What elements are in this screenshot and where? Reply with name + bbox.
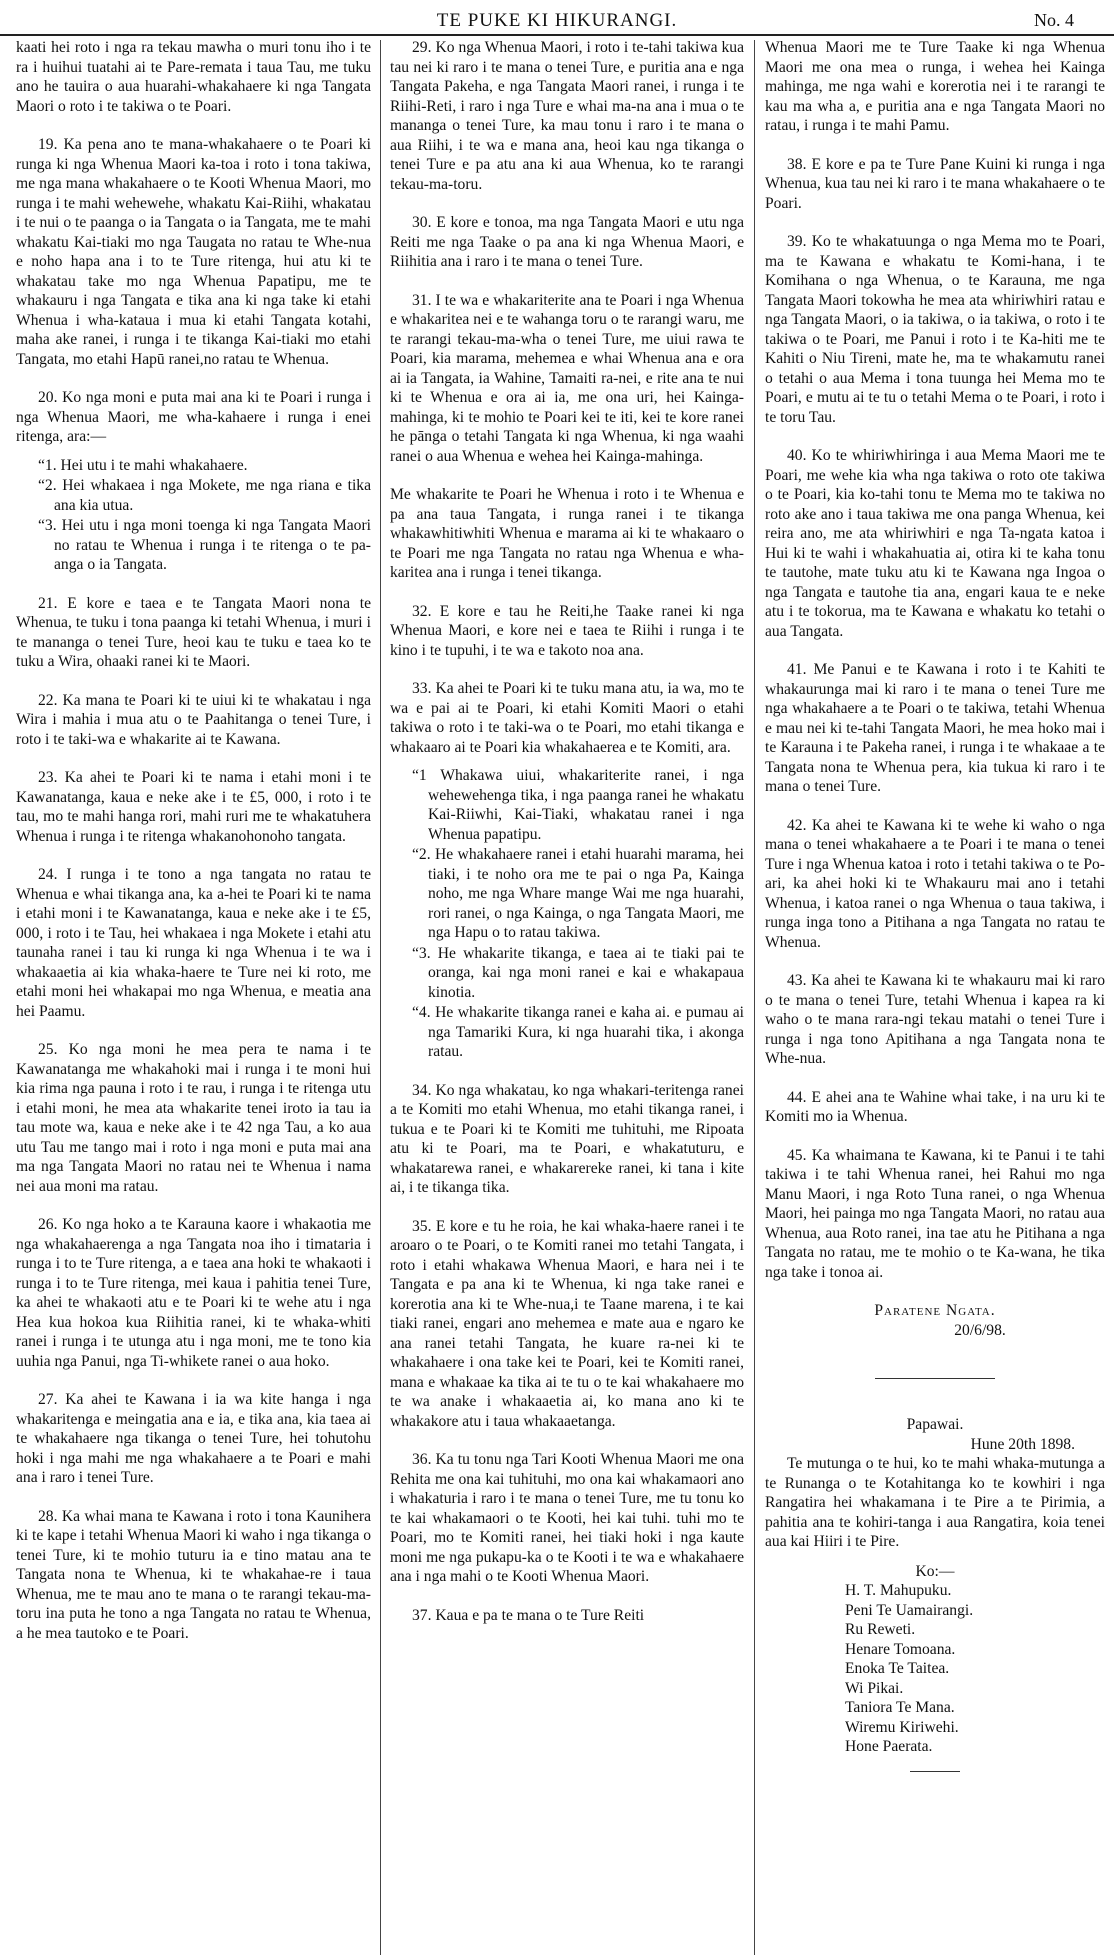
section-divider [875, 1378, 995, 1379]
notice-place: Papawai. [906, 1416, 964, 1433]
sub-clause: “2. Hei whakaea i nga Mokete, me nga riana e tika ana kia utua. [38, 477, 371, 514]
notice-date: Hune 20th 1898. [970, 1435, 1075, 1453]
sub-clause: “3. He whakarite tikanga, e taea ai te tiaki pai te oranga, kai nga moni ranei e kai e whakapaua kinotia. [412, 944, 744, 1001]
clause-paragraph: 43. Ka ahei te Kawana ki te whakauru mai ki raro o te mana o tenei Ture, tetahi Whenua i kapea ra ki waho o te mana rara-ngi tekau matahi o tenei Ture i runga i nga tono Apitihana a nga Tangata nona te Whe-nua. [765, 972, 1105, 1067]
clause-paragraph: 28. Ka whai mana te Kawana i roto i tona Kaunihera ki te kape i tetahi Whenua Maori ki waho i nga tikanga o tenei Ture, ki te mohio tuturu ia e tino matau ana te Tangata nona te Whenua, ki te whakahae-re i taua Whenua, me te mau ano te mana o te rarangi tekau-ma-toru ina puta he tono a nga Tangata no ratau te Whenua, a he mea tautoko e te Poari. [16, 1507, 371, 1642]
sub-clause: “1. Hei utu i te mahi whakahaere. [38, 456, 248, 474]
clause-paragraph: 23. Ka ahei te Poari ki te nama i etahi moni i te Kawanatanga, kaua e neke ake i te £5, 000, i roto i te tau, mo te mahi hanga rori, mahi ruri me te whakatuhera Whenua i runga i te ritenga whakanohonoho tangata. [16, 769, 371, 845]
signature-name: Paratene Ngata. [874, 1302, 996, 1319]
clause-paragraph: 29. Ko nga Whenua Maori, i roto i te-tahi takiwa kua tau nei ki raro i te mana o tenei Ture, e puritia ana e nga Tangata Pakeha, e nga Tangata Maori ranei, i runga i te Riihi-Reti, i raro i nga Ture e whai ma-na ana i mua o te mananga o tenei Ture, ka mau tonu i raro i te mana o aua Riihi, i te wa e mana ana, heoi kau nga tikanga o tenei Ture e pa atu ana ki aua Whenua, ko te rarangi tekau-ma-toru. [390, 39, 744, 193]
clause-paragraph: 44. E ahei ana te Wahine whai take, i na uru ki te Komiti mo ia Whenua. [765, 1088, 1105, 1125]
signatory-list [845, 1581, 1105, 1757]
clause-paragraph: 19. Ka pena ano te mana-whakahaere o te Poari ki runga ki nga Whenua Maori ka-toa i roto i tona takiwa, me nga mana whakahaere o te Kooti Whenua Maori, mo runga i te mahi wehewehe, whakatu Kai-Riihi, whakatau i te nui o te paanga o ia Tangata o ia Tangata, me te mahi whakatu Kai-tiaki mo nga Taugata no ratau te Whe-nua e noho hapa ana i to te Ture ritenga, hui atu ki te whakatau take mo nga Whenua Papatipu, me te whakauru i nga Tangata e tika ana ki nga take ki etahi Whenua i wha-katauа i mua ki etahi Tangata kotahi, maha ake ranei, i runga i te tikanga Kai-tiaki mo etahi Tangata, mo etahi Hapū ranei,no ratau te Whenua. [16, 136, 371, 368]
notice [765, 1415, 1105, 1772]
signatory-name: Ru Reweti. [845, 1621, 916, 1638]
clause-paragraph: 33. Ka ahei te Poari ki te tuku mana atu, ia wa, mo te wa e pai ai te Poari, ki etahi Komiti Maori o etahi takiwa o roto i te taki-wa o te Poari, mo etahi tikanga e whakaaro ai te Poari kia whakahaerea e te Komiti, ara. [390, 680, 744, 756]
notice-ko-label: Ko:— [915, 1562, 955, 1580]
issue-number: No. 4 [1034, 10, 1074, 30]
clause-paragraph: 31. I te wa e whakariterite ana te Poari i nga Whenua e whakaritea nei e te wahanga toru o te rarangi waru, me te rarangi tekau-ma-wha o tenei Ture, me uiui rawa te Poari, kia marama, mehemea e whai Whenua ana e ora ai ia Tangata, ia Wahine, Tamaiti ra-nei, e rite ana te nui ki te Whenua e ora ai ia, me ona uri, hei Kainga-mahinga, ki te mohio te Poari kei te iti, kei te kore ranei he pānga o tetahi Tangata ki nga Whenua, ki nga waahi ranei o aua Whenua e wehea hei Kainga-mahinga. [390, 291, 744, 465]
signature-block [765, 1301, 1105, 1340]
sub-clause-list [412, 766, 744, 1062]
signatory-name: Hone Paerata. [845, 1738, 933, 1755]
signatory-name: Enoka Te Taitea. [845, 1660, 950, 1677]
clause-paragraph: 34. Ko nga whakatau, ko nga whakari-teritenga ranei a te Komiti mo etahi Whenua, mo etahi tikanga ranei, i tukua e te Poari ki te Komiti me tuhituhi, me Ripoata atu ki te Poari, ma te Poari, e whakatuturu, e whakatarewa ranei, e whakarereke ranei, ki tana i kite ai, i te tikanga tika. [390, 1081, 744, 1196]
clause-paragraph: 30. E kore e tonoa, ma nga Tangata Maori e utu nga Reiti me nga Taake o pa ana ki nga Whenua Maori, e Riihitia ana i raro i te mana o tenei Ture. [390, 214, 744, 270]
signatory-name: Taniora Te Mana. [845, 1699, 955, 1716]
column-3 [765, 38, 1105, 1956]
clause-paragraph: 35. E kore e tu he roia, he kai whaka-haere ranei i te aroaro o te Poari, o te Komiti ranei mo tetahi Tangata, i roto i etahi whakawa Whenua Maori, e hara nei i te Tangata e pa ana ki te Whenua, ki nga take ranei e korerotia ana ki te Whe-nua,i te Taane marena, i te kai tiaki ranei, engari ano mehemea e mate aua e ngaro ke ana ranei tetahi Tangata, he kuare ra-nei ki te whakahaere i ona take kei te Poari, kei te Komiti ranei, mana e whakaae ka tika ai te tu o te kai whakahaere mo te wa anake i whakaaetia ai, ko mana ano ki te whakakore atu i taua whakaaetanga. [390, 1217, 744, 1430]
notice-body: Te mutunga o te hui, ko te mahi whaka-mutunga a te Runanga o te Kotahitanga ko te kowhiri i nga Rangatira hei whakamana i te Pire a te Pirimia, a pahitia ana te kohiri-tanga i aua Rangatira, koia tenei aua kai Hiiri i te Pire. [765, 1455, 1105, 1550]
clause-paragraph: 26. Ko nga hoko a te Karauna kaore i whakaotia me nga whakahaerenga a nga Tangata noa iho i timataria i runga i to te Ture ritenga, a e taea ana hoki te whakaoti i runga i to te Ture ritenga, mei kaua i pahitia tenei Ture, ka ahei te whakaoti atu e te Poari ki te wehe atu i nga Hea kua hokoa kua Riihitia ranei, ki te whaka-whiti ranei i runga i te utunga atu i nga moni, me te tono kia uuhia nga Panui, nga Ti-whikete ranei o aua hoko. [16, 1216, 371, 1370]
signatory-name: Henare Tomoana. [845, 1640, 956, 1658]
sub-clause-list [38, 456, 371, 575]
clause-paragraph: 38. E kore e pa te Ture Pane Kuini ki runga i nga Whenua, kua tau nei ki raro i te mana whakahaere o te Poari. [765, 155, 1105, 212]
column-2 [390, 38, 744, 1956]
clause-paragraph: 25. Ko nga moni he mea pera te nama i te Kawanatanga me whakahoki mai i runga i te moni hui kia rima nga pauna i roto i te rau, i runga i te ritenga utu i etahi moni, he mea ata whakarite tenei iroto ia tau ia tau mote wa, kaua e neke ake i te 42 nga Tau, a ko aua utu Tau me tango mai i roto i nga moni e puta mai ana ma nga Tangata Maori no ratau nei te Whenua i nama nei aua moni ma ratau. [16, 1041, 371, 1195]
column-3-clauses [765, 38, 1105, 1282]
clause-paragraph: 21. E kore e taea e te Tangata Maori nona te Whenua, te tuku i tona paanga ki tetahi Whenua, i muri i te mananga o tenei Ture, heoi kau te tuku e taea ko te tuku a Wira, ohaaki ranei ki te Maori. [16, 594, 371, 670]
signatory-name: Peni Te Uamairangi. [845, 1601, 974, 1619]
clause-paragraph: 20. Ko nga moni e puta mai ana ki te Poari i runga i nga Whenua Maori, me wha-kahaere i runga i enei ritenga, ara:— [16, 389, 371, 445]
column-1 [16, 38, 371, 1956]
page-header [0, 0, 1114, 36]
sub-clause: “3. Hei utu i nga moni toenga ki nga Tangata Maori no ratau te Whenua i runga i te ritenga o te pa-anga o ia Tangata. [38, 517, 371, 573]
clause-paragraph: 24. I runga i te tono a nga tangata no ratau te Whenua e whai tikanga ana, ka a-hei te Poari ki te nama i etahi moni i te Kawanatanga, kaua e neke ake i te £5, 000, i roto i te Tau, hei whakaea i nga Mokete i etahi atu taunaha ranei i tau ki runga ki nga Whenua i te wa i whakaaetia ai kia whaka-haere te Ture nei ki roto, me etahi moni hei whakapai mo nga Whenua, e meatia ana hei Paamu. [16, 866, 371, 1020]
newspaper-title: TE PUKE KI HIKURANGI. [436, 10, 678, 31]
sub-clause: “4. He whakarite tikanga ranei e kaha ai. e pumau ai nga Tamariki Kura, ki nga huarahi tika, i akonga ratau. [412, 1004, 744, 1060]
clause-paragraph: 42. Ka ahei te Kawana ki te wehe ki waho o nga mana o tenei whakahaere a te Poari i te mana o tenei Ture i nga Whenua katoa i roto i tetahi takiwa o te Po-ari, ka ahei hoki ki te Whakauru mai ano i tetahi Whenua, i katoa ranei o nga Whenua o taua takiwa, i runga inga tono a Pitihana a nga Tangata no ratau te Whenua. [765, 816, 1105, 951]
clause-paragraph: 45. Ka whaimana te Kawana, ki te Panui i te tahi takiwa i te tahi Whenua ranei, hei Rahui mo nga Manu Maori, i nga Roto Tuna ranei, o nga Whenua Maori, hei painga mo nga Tangata Maori, no ratau aua Whenua, aua Roto ranei, ina tae atu he Pitihana a nga Tangata no ratau, me te mohio o te Ka-wana, he tika nga take i tonoa ai. [765, 1146, 1105, 1281]
signature-date: 20/6/98. [954, 1321, 1006, 1339]
clause-paragraph: 40. Ko te whiriwhiringa i aua Mema Maori me te Poari, me wehe kia wha nga takiwa o roto ote takiwa o te Poari, kia ko-tahi tonu te Mema mo te takiwa no roto ake ano i taua takiwa me ona panga Whenua, kei reira ano, me ata whiriwhiri e nga Ta-ngata katoa i Hui ki te wahi i whakahuatia ai, otira ki te kaha tonu te tautohe, mate tuku atu ki te Kawana nga Ingoa o nga Tangata e tautohe tia ana, engari kaua te e neke atu i te tokorua, ma te Kawana e whakatu ko tetahi o aua Tangata. [765, 447, 1105, 640]
clause-paragraph: 37. Kaua e pa te mana o te Ture Reiti [412, 1606, 645, 1624]
column-rule [754, 40, 755, 1955]
clause-paragraph: 32. E kore e tau he Reiti,he Taake ranei ki nga Whenua Maori, e kore nei e taea te Riihi i runga i te kino i te tupuhi, i te wa e takoto noa ana. [390, 602, 744, 659]
signatory-name: H. T. Mahupuku. [845, 1582, 952, 1599]
clause-paragraph: 41. Me Panui e te Kawana i roto i te Kahiti te whakaurunga mai ki raro i te mana o tenei Ture me nga whakahaere a te Poari o te takiwa, tetahi Whenua e mau nei ki te-tahi Tangata Maori, he mea hoko mai i te Karauna i te Pakeha ranei, i runga i te whakaae a te Tangata nona te Whenua pera, kia tukua ki raro i te mana o tenei Ture. [765, 661, 1105, 795]
clause-paragraph: 39. Ko te whakatuunga o nga Mema mo te Poari, ma te Kawana e whakatu te Komi-hana, i te Komihana o nga Whenua, o te Karauna, me nga Tangata Maori tokowha he mea ata whiriwhiri ratau e nga Tangata Maori, o ia takiwa, o ia takiwa, o roto i te takiwa o te Poari, me Panui i roto i te Ka-hiti me te Kahiti o Niu Tireni, mate he, ma te whakamutu ranei o tetahi o aua Mema i tona tuunga hei Mema mo te Poari, e mutu ai te tu o tetahi Mema o te Poari, i roto i te toru Tau. [765, 233, 1105, 426]
column-rule [380, 40, 381, 1955]
signatory-name: Wiremu Kiriwehi. [845, 1718, 959, 1736]
continued-paragraph: kaati hei roto i nga ra tekau mawha o muri tonu iho i te ra i huihui tuatahi ai te Pare-remata i taua Tau, me tuku ano he tauira o aua huarahi-whakahaere ki nga Tangata Maori o roto i te takiwa o te Poari. [16, 39, 371, 115]
clause-paragraph: 36. Ka tu tonu nga Tari Kooti Whenua Maori me ona Rehita me ona kai tuhituhi, mo ona kai whakamaori ano i whakaturia i raro i te mana o tenei Ture, me tu tonu ko te kai whakamaori o te Kooti, hei kai tuhi. tuhi mo te Poari, mo te Komiti ranei, hei tiaki hoki i nga kaute moni me nga pukapu-ka o te Kooti i te wa e whakahaere ana i nga mahi o te Kooti Whenua Maori. [390, 1451, 744, 1585]
sub-clause: “2. He whakahaere ranei i etahi huarahi marama, hei tiaki, i te noho ora me te pai o nga Pa, Kainga noho, me nga Whare mange Wai me nga huarahi, rori ranei, o nga Kainga, o nga Tangata Maori, me nga Hapu o to ratau takiwa. [412, 846, 744, 941]
continued-paragraph: Whenua Maori me te Ture Taake ki nga Whenua Maori me ona mea o runga, i wehea hei Kainga mahinga, me nga wahi e korerotia nei i te rarangi te kau ma wha a, e puritia ana e nga Tangata Maori no ratau, i runga i te mahi Pamu. [765, 39, 1105, 134]
clause-paragraph: 22. Ka mana te Poari ki te uiui ki te whakatau i nga Wira i mahia i mua atu o te Paahitanga o tenei Ture, i roto i te taki-wa e whakarite ai te Kawana. [16, 691, 371, 748]
clause-paragraph: 27. Ka ahei te Kawana i ia wa kite hanga i nga whakaritenga e meingatia ana e ia, e tika ana, kia taea ai te whakahaere nga tikanga o tenei Ture, hei tohutohu hoki i nga mahi me nga whakahaere a te Poari e mahi ana i raro i tenei Ture. [16, 1391, 371, 1486]
end-divider [910, 1771, 960, 1772]
sub-clause: “1 Whakawa uiui, whakariterite ranei, i nga wehewehenga tika, i nga paanga ranei he whakatu Kai-Riiwhi, Kai-Tiaki, whakatau ranei i nga Whenua papatipu. [412, 767, 744, 843]
continued-paragraph: Me whakarite te Poari he Whenua i roto i te Whenua e pa ana taua Tangata, i runga ranei i te tikanga whakawhitiwhiti Whenua e marama ai ki te whakaaro o te Poari me nga Tangata no ratau nga Whenua e wha-karitea ana i runga i tenei tikanga. [390, 486, 744, 581]
signatory-name: Wi Pikai. [845, 1679, 904, 1697]
